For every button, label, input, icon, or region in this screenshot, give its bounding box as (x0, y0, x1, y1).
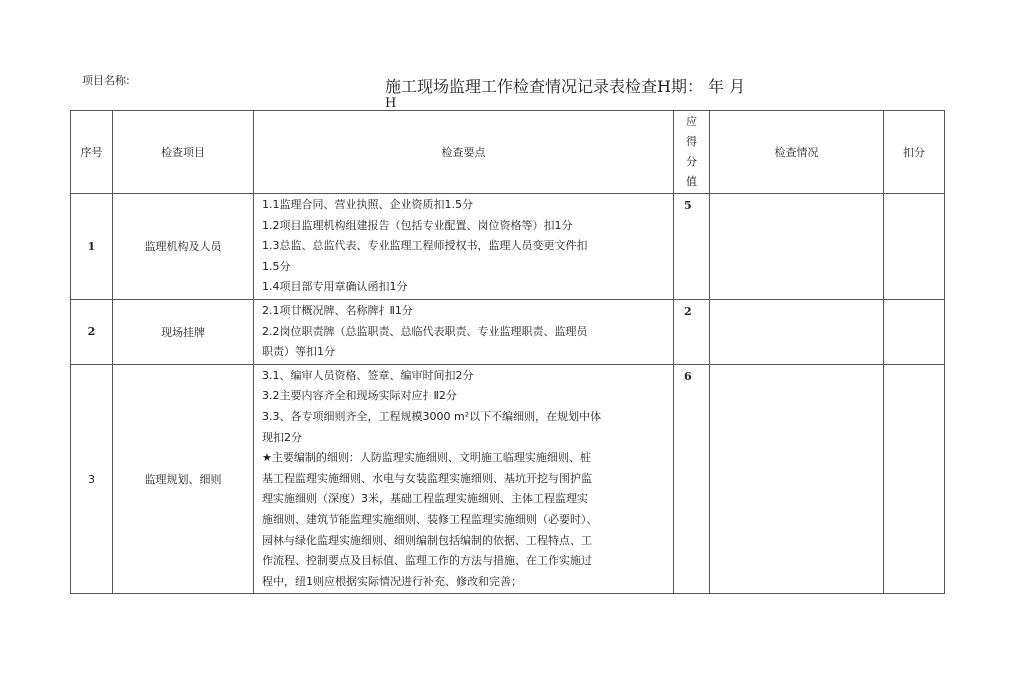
check-point: 3.3、各专项细则齐全，工程规模3000 m²以下不编细则，在规划中体 (262, 409, 602, 423)
check-point: 园林与绿化监理实施细则、细则编制包括编制的依据、工程特点、工 (262, 533, 592, 547)
check-point: 职责）等扣1分 (262, 345, 335, 359)
header-points: 检查要点 (254, 111, 674, 194)
header-deduct: 扣分 (884, 111, 945, 194)
header-status: 检查情况 (710, 111, 884, 194)
check-point: 施细则、建筑节能监理实施细则、装修工程监理实施细则（必要时）、 (262, 512, 598, 526)
row-deduct-cell[interactable] (884, 194, 945, 300)
row-deduct-cell[interactable] (884, 299, 945, 364)
header-score (674, 111, 710, 194)
check-point: 3.2主要内容齐全和现场实际对应扌Ⅱ2分 (262, 389, 457, 403)
table-header-row (71, 111, 945, 194)
inspection-table (70, 110, 945, 594)
header-score-char: 分 (686, 155, 697, 168)
table-row (71, 364, 945, 594)
check-point: 3.1、编审人员资格、签章、编审时间扣2分 (262, 368, 474, 382)
header-score-char: 应 (686, 115, 697, 128)
check-point: 1.4项目部专用章确认函扣1分 (262, 280, 408, 294)
row-status-cell[interactable] (710, 194, 884, 300)
row-seq: 3 (71, 364, 113, 594)
row-item: 监理规划、细则 (113, 364, 254, 594)
row-seq: 2 (71, 299, 113, 364)
check-point: 作流程、控制要点及目标值、监理工作的方法与措施、在工作实施过 (262, 554, 592, 568)
row-score: 6 (674, 364, 710, 594)
row-points (254, 194, 674, 300)
row-item: 现场挂牌 (113, 299, 254, 364)
table-row (71, 194, 945, 300)
row-points (254, 299, 674, 364)
row-deduct-cell[interactable] (884, 364, 945, 594)
check-point: 1.1监理合同、营业执照、企业资质扣1.5分 (262, 198, 473, 211)
check-point: 1.2项目监理机构组建报告（包括专业配置、岗位资格等）扣1分 (262, 218, 573, 232)
check-point: 理实施细则（深度）3米，基础工程监理实施细则、主体工程监理实 (262, 492, 588, 506)
header-seq: 序号 (71, 111, 113, 194)
check-point: 基工程监理实施细则、水电与女装监理实施细则、基坑开挖与围护监 (262, 471, 592, 485)
check-point: 现扣2分 (262, 430, 302, 444)
row-item: 监理机构及人员 (113, 194, 254, 300)
check-point: 2.1项廿概况牌、名称牌扌Ⅱ1分 (262, 303, 413, 317)
check-point: ★主要编制的细则：人防监理实施细则、文明施工临理实施细则、桩 (262, 451, 591, 465)
header-score-char: 得 (686, 135, 697, 148)
check-point: 1.5分 (262, 259, 291, 273)
check-point: 1.3总监、总监代表、专业监理工程师授权书，监理人员变更文件扣 (262, 239, 588, 253)
project-name-label: 项目名称: (82, 74, 130, 87)
check-point: 程中，纽1则应根据实际情况进行补充、修改和完善； (262, 574, 522, 588)
check-point: 2.2岗位职责牌（总监职责、总临代表职责、专业监理职责、监理员 (262, 324, 588, 338)
title-overflow-text: H (385, 97, 397, 108)
row-seq: 1 (71, 194, 113, 300)
table-row (71, 299, 945, 364)
document-title: 施工现场监理工作检查情况记录表检查H期： 年 月 (385, 77, 746, 96)
header-score-char: 值 (686, 175, 697, 188)
row-points (254, 364, 674, 594)
row-status-cell[interactable] (710, 364, 884, 594)
row-score: 5 (674, 194, 710, 300)
header-item: 检查项目 (113, 111, 254, 194)
row-status-cell[interactable] (710, 299, 884, 364)
row-score: 2 (674, 299, 710, 364)
